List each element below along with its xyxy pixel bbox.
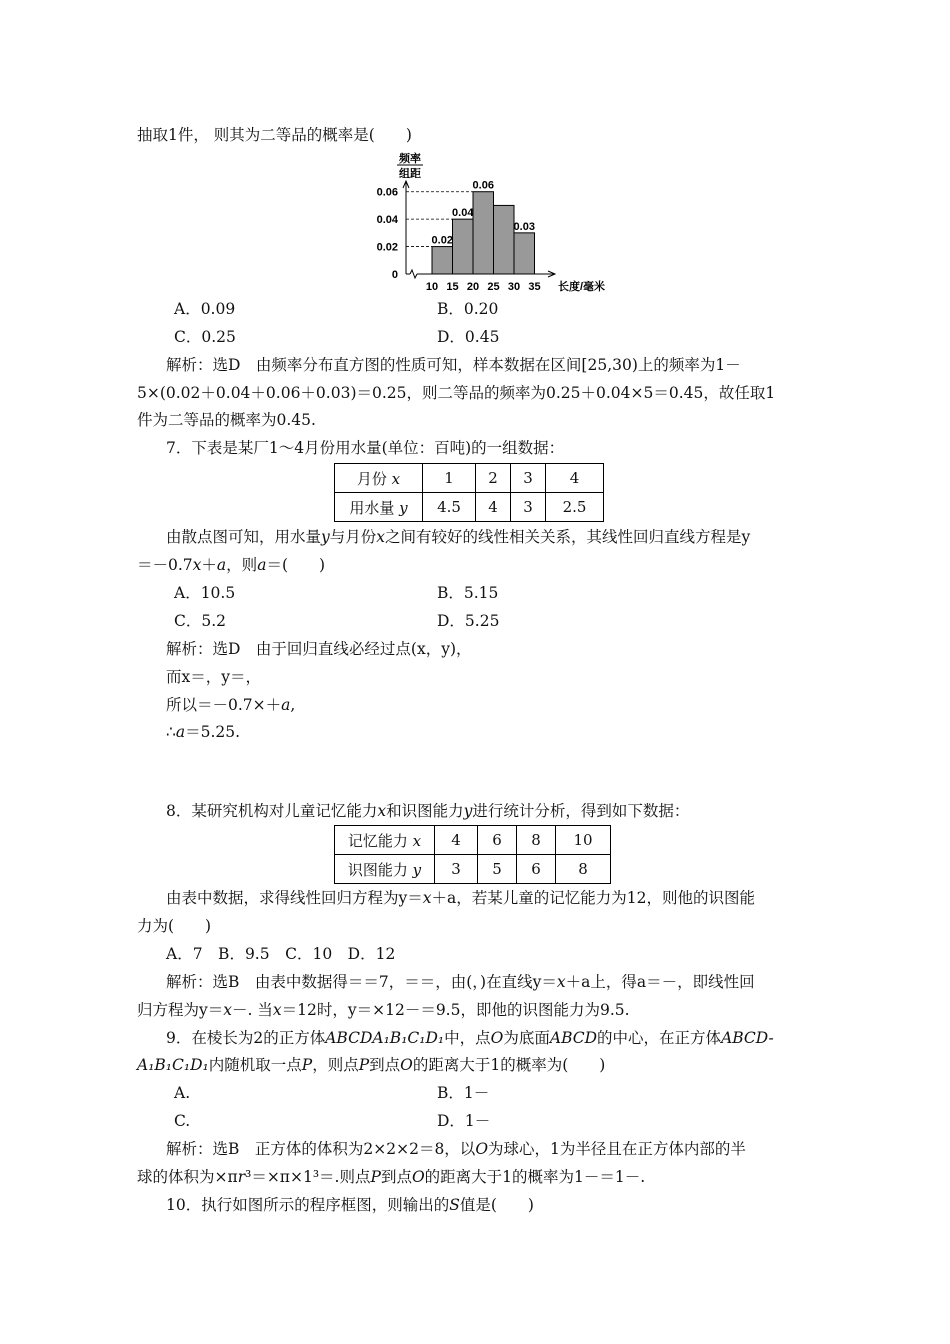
table-cell: 8 bbox=[556, 855, 611, 884]
x-axis-label: 长度/毫米 bbox=[558, 281, 606, 293]
q6-analysis-line-3: 件为二等品的概率为0.45. bbox=[137, 411, 316, 429]
q9-option-b: B．1－ bbox=[437, 1084, 490, 1102]
q8-table bbox=[334, 825, 611, 884]
y-tick-label: 0.06 bbox=[376, 186, 398, 199]
x-tick-label: 10 bbox=[425, 281, 439, 293]
table-cell: 8 bbox=[517, 826, 556, 855]
histogram-bar bbox=[432, 247, 453, 274]
table-cell: 4 bbox=[476, 493, 511, 522]
q10-stem: 10．执行如图所示的程序框图，则输出的S值是( ) bbox=[166, 1196, 534, 1214]
q7-option-d: D．5.25 bbox=[437, 612, 500, 630]
histogram-bar bbox=[473, 192, 494, 274]
q8-options: A．7 B．9.5 C．10 D．12 bbox=[166, 945, 396, 963]
q7-analysis-line-3: 所以＝－0.7×＋a, bbox=[166, 696, 296, 714]
q7-option-b: B．5.15 bbox=[437, 584, 499, 602]
histogram-bar bbox=[494, 205, 515, 274]
table-cell: 6 bbox=[517, 855, 556, 884]
q6-option-d: D．0.45 bbox=[437, 328, 500, 346]
x-tick-label: 30 bbox=[507, 281, 521, 293]
q7-option-a: A．10.5 bbox=[174, 584, 236, 602]
q8-text-line-2: 力为( ) bbox=[137, 917, 212, 935]
q6-analysis-line-2: 5×(0.02＋0.04＋0.06＋0.03)＝0.25，则二等品的频率为0.25＋0.04×5＝0.45，故任取1 bbox=[137, 384, 776, 402]
q6-option-a: A．0.09 bbox=[174, 300, 236, 318]
table-row bbox=[335, 826, 611, 855]
table-cell: 4 bbox=[435, 826, 478, 855]
table-row bbox=[335, 855, 611, 884]
table-cell: 3 bbox=[435, 855, 478, 884]
q6-option-c: C．0.25 bbox=[174, 328, 236, 346]
q9-analysis-line-2: 球的体积为×πr³＝×π×1³＝.则点P到点O的距离大于1的概率为1－＝1－. bbox=[137, 1168, 646, 1186]
y-axis-label-top: 频率 bbox=[399, 153, 421, 165]
table-cell: 3 bbox=[511, 493, 546, 522]
y-tick-label: 0.02 bbox=[376, 241, 398, 254]
table-cell: 4.5 bbox=[423, 493, 476, 522]
q9-option-c: C. bbox=[174, 1112, 191, 1130]
table-cell: 4 bbox=[546, 464, 604, 493]
x-tick-label: 25 bbox=[487, 281, 500, 293]
x-tick-label: 15 bbox=[446, 281, 459, 293]
table-cell: 记忆能力 x bbox=[335, 826, 435, 855]
table-cell: 2.5 bbox=[546, 493, 604, 522]
table-cell: 3 bbox=[511, 464, 546, 493]
q7-table bbox=[334, 463, 604, 522]
y-tick-label: 0 bbox=[391, 269, 398, 281]
histogram-bar bbox=[514, 233, 535, 274]
q6-stem: 抽取1件， 则其为二等品的概率是( ) bbox=[137, 126, 412, 144]
q7-analysis-line-4: ∴a＝5.25. bbox=[166, 723, 241, 741]
q9-analysis-line-1: 解析：选B 正方体的体积为2×2×2＝8，以O为球心，1为半径且在正方体内部的半 bbox=[166, 1140, 746, 1158]
x-axis-break-mark bbox=[410, 270, 417, 278]
table-row bbox=[335, 464, 604, 493]
table-cell: 月份 x bbox=[335, 464, 423, 493]
y-tick-label: 0.04 bbox=[376, 214, 398, 227]
x-tick-label: 20 bbox=[466, 281, 480, 293]
q8-analysis-line-1: 解析：选B 由表中数据得＝＝7，＝＝，由(，)在直线y＝x＋a上，得a＝－，即线性回 bbox=[166, 973, 755, 991]
q8-analysis-line-2: 归方程为y＝x－. 当x＝12时，y＝×12－＝9.5，即他的识图能力为9.5. bbox=[137, 1001, 630, 1019]
table-cell: 用水量 y bbox=[335, 493, 423, 522]
q7-option-c: C．5.2 bbox=[174, 612, 227, 630]
table-cell: 6 bbox=[478, 826, 517, 855]
q6-option-b: B．0.20 bbox=[437, 300, 499, 318]
table-cell: 1 bbox=[423, 464, 476, 493]
histogram-bar bbox=[453, 219, 474, 274]
bar-value-label: 0.04 bbox=[452, 207, 474, 220]
table-cell: 10 bbox=[556, 826, 611, 855]
table-cell: 识图能力 y bbox=[335, 855, 435, 884]
histogram-chart bbox=[370, 148, 630, 294]
q7-text-line-2: ＝－0.7x＋a，则a＝( ) bbox=[137, 556, 326, 574]
q7-text-line-1: 由散点图可知，用水量y与月份x之间有较好的线性相关关系，其线性回归直线方程是y bbox=[166, 528, 751, 546]
q7-analysis-line-2: 而x＝，y＝， bbox=[166, 668, 261, 686]
bar-value-label: 0.02 bbox=[431, 234, 453, 247]
table-cell: 2 bbox=[476, 464, 511, 493]
bar-value-label: 0.03 bbox=[513, 220, 535, 233]
q8-text-line-1: 由表中数据，求得线性回归方程为y＝x＋a，若某儿童的记忆能力为12，则他的识图能 bbox=[166, 889, 755, 907]
q7-stem: 7．下表是某厂1～4月份用水量(单位：百吨)的一组数据： bbox=[166, 439, 565, 457]
table-row bbox=[335, 493, 604, 522]
q7-analysis-line-1: 解析：选D 由于回归直线必经过点(x，y)， bbox=[166, 640, 472, 658]
q9-stem-line-2: A₁B₁C₁D₁内随机取一点P，则点P到点O的距离大于1的概率为( ) bbox=[137, 1056, 606, 1074]
y-axis-label-bottom: 组距 bbox=[399, 168, 421, 180]
bar-value-label: 0.06 bbox=[472, 179, 494, 192]
q8-stem: 8．某研究机构对儿童记忆能力x和识图能力y进行统计分析，得到如下数据： bbox=[166, 802, 690, 820]
q9-stem-line-1: 9．在棱长为2的正方体ABCDA₁B₁C₁D₁中，点O为底面ABCD的中心，在正方体ABCD- bbox=[166, 1029, 774, 1047]
q9-option-d: D．1－ bbox=[437, 1112, 491, 1130]
table-cell: 5 bbox=[478, 855, 517, 884]
x-tick-label: 35 bbox=[528, 281, 541, 293]
q9-option-a: A. bbox=[174, 1084, 191, 1102]
q6-analysis-line-1: 解析：选D 由频率分布直方图的性质可知，样本数据在区间[25,30)上的频率为1－ bbox=[166, 356, 741, 374]
